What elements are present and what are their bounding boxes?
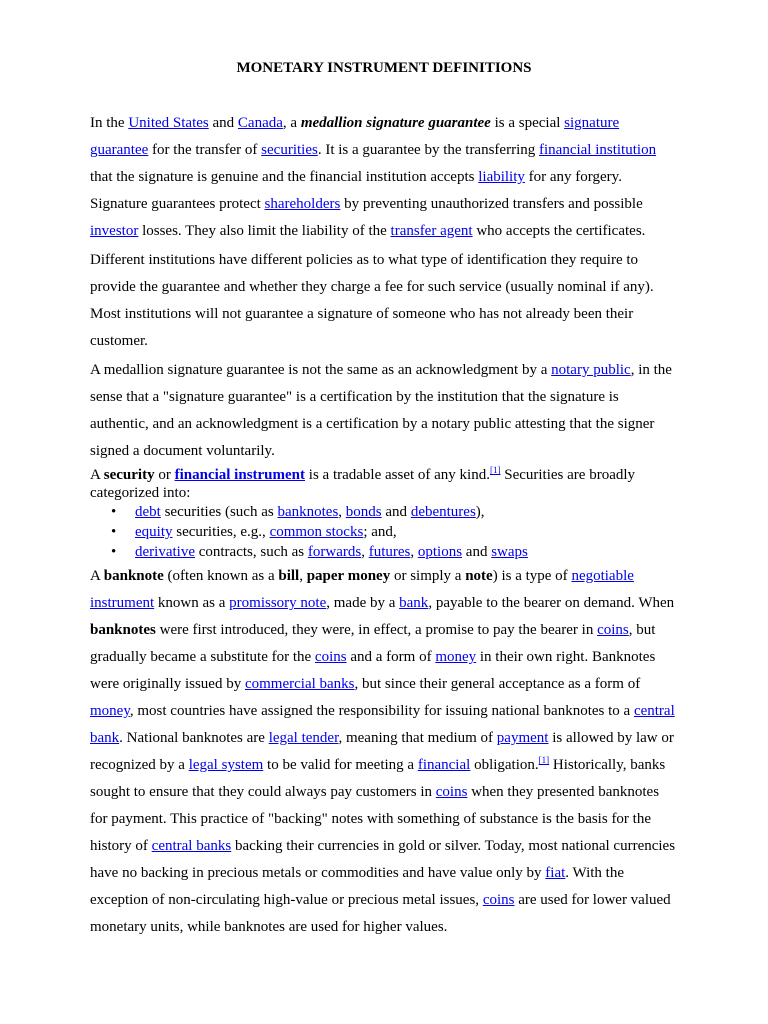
text: . With the exception of non-circulating high-value or precious metal issues,: [90, 865, 624, 908]
text: known as a: [154, 595, 230, 611]
link-liability[interactable]: liability: [478, 169, 525, 185]
text: were first introduced, they were, in effect, a promise to pay the bearer in: [155, 622, 598, 638]
text: , meaning that medium of: [338, 730, 497, 746]
text: (often known as a: [163, 568, 279, 584]
text: losses. They also limit the liability of the: [138, 223, 391, 239]
text: and: [381, 504, 411, 520]
link-debt[interactable]: debt: [135, 504, 161, 520]
paragraph-institution-policies: Different institutions have different policies as to what type of identification they require to provide the guarantee and whether they charge a fee for such service (usually nominal if any). Most institutions will not guarantee a signature of someone who has not already been their customer.: [90, 252, 654, 349]
text: are used for lower valued monetary units, while banknotes are used for higher values.: [90, 892, 671, 935]
term-note: note: [465, 568, 493, 584]
link-coins[interactable]: coins: [314, 649, 347, 665]
text: contracts, such as: [194, 544, 308, 560]
list-item: [135, 502, 680, 522]
link-banknotes[interactable]: banknotes: [277, 504, 339, 520]
link-central-bank[interactable]: central bank: [90, 703, 675, 746]
text: in their own right. Banknotes were originally issued by: [90, 649, 656, 692]
link-transfer-agent[interactable]: transfer agent: [390, 223, 473, 239]
text: ,: [338, 504, 346, 520]
text: is a special: [490, 115, 565, 131]
link-bonds[interactable]: bonds: [345, 504, 382, 520]
text: , a: [282, 115, 301, 131]
link-commercial-banks[interactable]: commercial banks: [244, 676, 355, 692]
link-coins[interactable]: coins: [597, 622, 629, 638]
list-item: [135, 542, 680, 562]
text: ) is a type of: [492, 568, 572, 584]
link-coins[interactable]: coins: [482, 892, 515, 908]
term-banknote: banknote: [103, 568, 164, 584]
text: securities, e.g.,: [172, 524, 270, 540]
link-signature-guarantee[interactable]: signature guarantee: [90, 115, 620, 158]
link-forwards[interactable]: forwards: [307, 544, 362, 560]
text: A medallion signature guarantee is not the same as an acknowledgment by a: [90, 362, 552, 378]
document-body: [90, 110, 680, 941]
footnote-ref-1[interactable]: [1]: [538, 755, 550, 765]
link-legal-tender[interactable]: legal tender: [268, 730, 339, 746]
link-equity[interactable]: equity: [135, 524, 173, 540]
link-financial-institution[interactable]: financial institution: [539, 142, 657, 158]
link-debentures[interactable]: debentures: [410, 504, 476, 520]
link-united-states[interactable]: United States: [128, 115, 209, 131]
text: is a tradable asset of any kind.: [305, 467, 490, 483]
link-financial-instrument[interactable]: financial instrument: [174, 467, 306, 483]
link-money[interactable]: money: [435, 649, 477, 665]
text: A: [90, 568, 104, 584]
paragraph-medallion-intro: [90, 110, 680, 245]
term-paper-money: paper money: [306, 568, 391, 584]
link-investor[interactable]: investor: [90, 223, 139, 239]
text: , payable to the bearer on demand. When: [428, 595, 675, 611]
text: obligation.: [470, 757, 539, 773]
securities-category-list: [90, 502, 680, 562]
link-payment[interactable]: payment: [496, 730, 549, 746]
text: , made by a: [326, 595, 400, 611]
link-bank[interactable]: bank: [399, 595, 429, 611]
text: ; and,: [363, 524, 397, 540]
link-futures[interactable]: futures: [368, 544, 411, 560]
link-options[interactable]: options: [417, 544, 463, 560]
text: that the signature is genuine and the financial institution accepts: [90, 169, 479, 185]
text: or simply a: [390, 568, 466, 584]
text: who accepts the certificates.: [472, 223, 646, 239]
document-title: MONETARY INSTRUMENT DEFINITIONS: [236, 60, 532, 76]
list-item: [135, 522, 680, 542]
text: In the: [90, 115, 129, 131]
text: , most countries have assigned the responsibility for issuing national banknotes to a: [129, 703, 634, 719]
text: or: [154, 467, 175, 483]
link-promissory-note[interactable]: promissory note: [229, 595, 327, 611]
text: and: [208, 115, 238, 131]
text: for the transfer of: [148, 142, 262, 158]
text: Historically, banks sought to ensure that they could always pay customers in: [90, 757, 666, 800]
text: , but gradually became a substitute for the: [90, 622, 656, 665]
text: , but since their general acceptance as a form of: [354, 676, 641, 692]
link-fiat[interactable]: fiat: [545, 865, 566, 881]
link-central-banks[interactable]: central banks: [151, 838, 232, 854]
text: securities (such as: [160, 504, 278, 520]
link-securities[interactable]: securities: [261, 142, 318, 158]
text: by preventing unauthorized transfers and possible: [340, 196, 643, 212]
text: and a form of: [346, 649, 436, 665]
text: to be valid for meeting a: [263, 757, 418, 773]
text: backing their currencies in gold or silver. Today, most national currencies have no backing in precious metals or commodities and have value only by: [90, 838, 676, 881]
paragraph-notary-comparison: [90, 357, 680, 465]
link-negotiable-instrument[interactable]: negotiable instrument: [90, 568, 634, 611]
link-common-stocks[interactable]: common stocks: [269, 524, 364, 540]
term-medallion-signature-guarantee: medallion signature guarantee: [300, 115, 491, 131]
paragraph-banknote-definition: [90, 563, 680, 941]
text: . National banknotes are: [119, 730, 269, 746]
link-notary-public[interactable]: notary public: [551, 362, 631, 378]
footnote-ref-1[interactable]: [1]: [489, 465, 501, 475]
link-coins[interactable]: coins: [435, 784, 468, 800]
term-bill: bill: [278, 568, 300, 584]
link-shareholders[interactable]: shareholders: [264, 196, 341, 212]
text: is allowed by law or recognized by a: [90, 730, 674, 773]
term-banknotes: banknotes: [90, 622, 156, 638]
text: ,: [299, 568, 307, 584]
text: ,: [361, 544, 369, 560]
text: and: [462, 544, 492, 560]
link-money[interactable]: money: [90, 703, 130, 719]
link-financial[interactable]: financial: [417, 757, 471, 773]
link-canada[interactable]: Canada: [237, 115, 283, 131]
text: ),: [475, 504, 485, 520]
text: when they presented banknotes for payment. This practice of "backing" notes with something of substance is the basis for the history of: [90, 784, 660, 854]
link-legal-system[interactable]: legal system: [188, 757, 264, 773]
text: , in the sense that a "signature guarantee" is a certification by the institution that the signature is authentic, and an acknowledgment is a certification by a notary public attesting that the signer signed a document voluntarily.: [90, 362, 672, 459]
text: A: [90, 467, 104, 483]
text: . It is a guarantee by the transferring: [317, 142, 539, 158]
link-derivative[interactable]: derivative: [135, 544, 195, 560]
paragraph-security-definition: [90, 466, 680, 502]
text: Securities are broadly categorized into:: [90, 467, 636, 501]
link-swaps[interactable]: swaps: [491, 544, 528, 560]
text: ,: [410, 544, 418, 560]
term-security: security: [103, 467, 155, 483]
text: for any forgery. Signature guarantees protect: [90, 169, 622, 212]
